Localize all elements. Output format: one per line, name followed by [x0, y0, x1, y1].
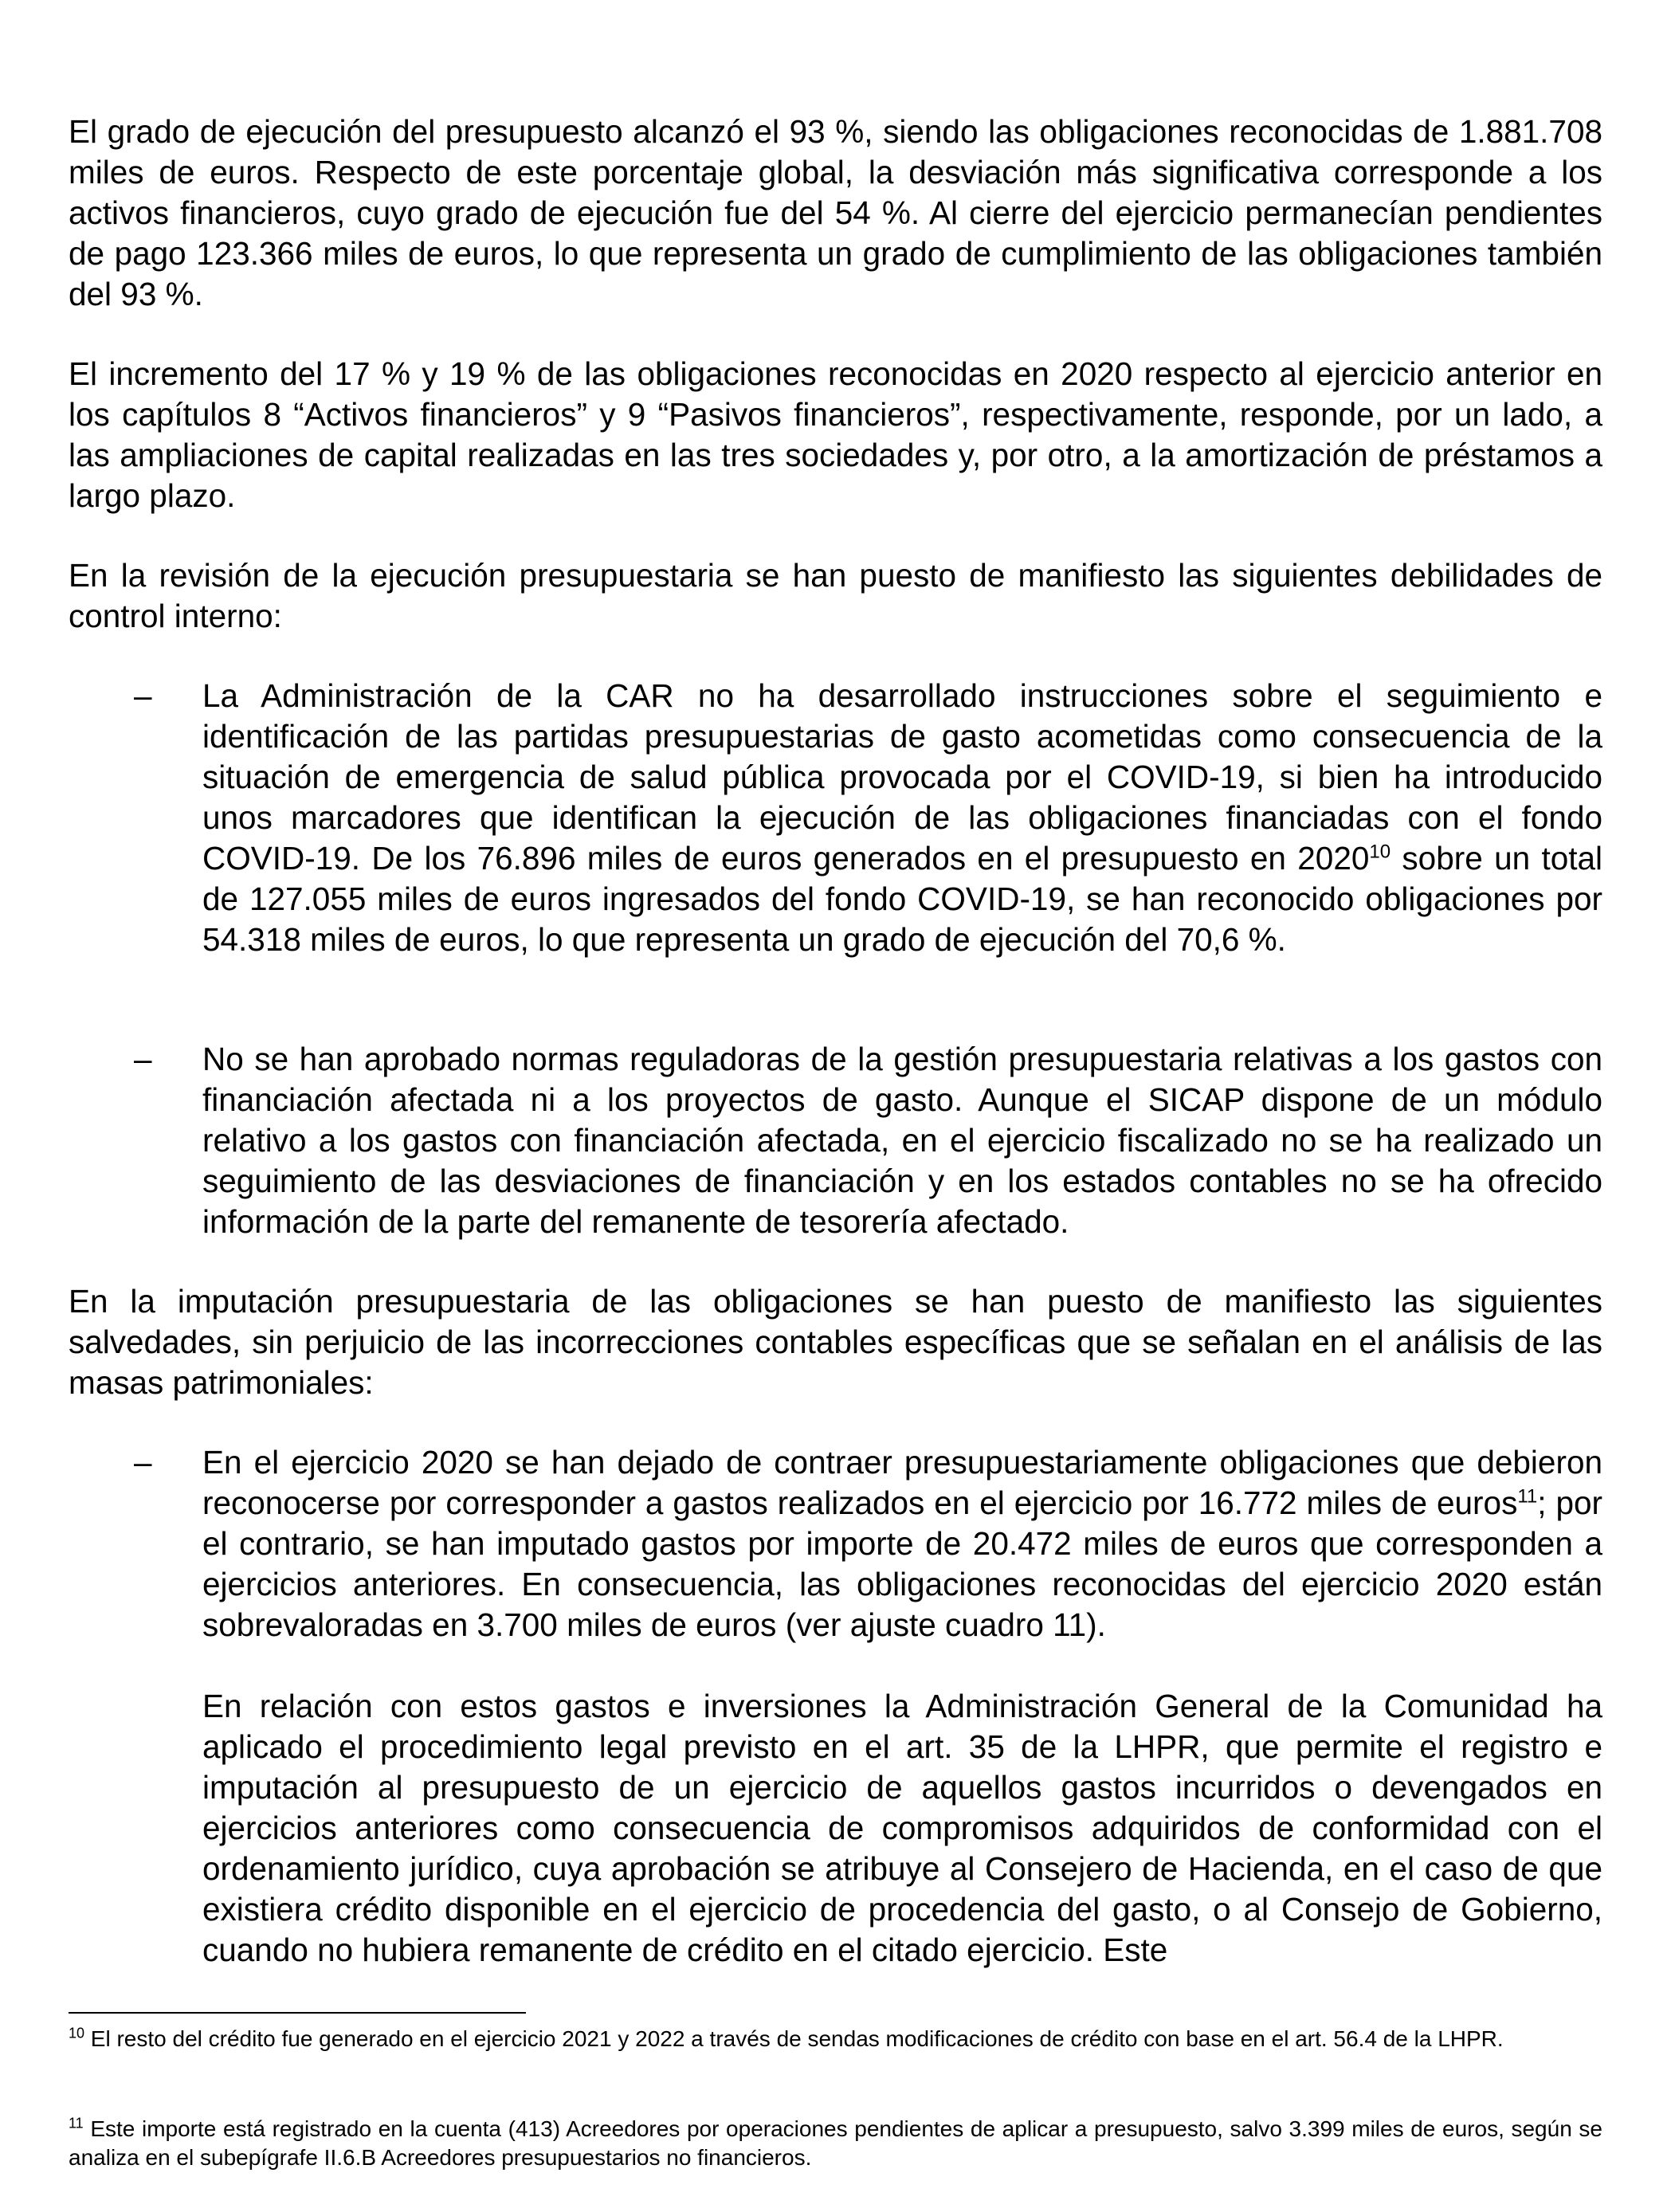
paragraph-execution-rate: El grado de ejecución del presupuesto alcanzó el 93 %, siendo las obligaciones reconocidas de 1.881.708 miles de euros. Respecto de este porcentaje global, la desviación más significativa corresponde a los activos financieros, cuyo grado de ejecución fue del 54 %. Al cierre del ejercicio permanecían pendientes de pago 123.366 miles de euros, lo que representa un grado de cumplimiento de las obligaciones también del 93 %.	[69, 113, 1602, 312]
paragraph-chapter-increase: El incremento del 17 % y 19 % de las obligaciones reconocidas en 2020 respecto al ejercicio anterior en los capítulos 8 “Activos financieros” y 9 “Pasivos financieros”, respectivamente, responde, por un lado, a las ampliaciones de capital realizadas en las tres sociedades y, por otro, a la amortización de préstamos a largo plazo.	[69, 355, 1602, 514]
bullet-covid-tracking: La Administración de la CAR no ha desarrollado instrucciones sobre el seguimiento e identificación de las partidas presupuestarias de gasto acometidas como consecuencia de la situación de emergencia de salud pública provocada por el COVID-19, si bien ha introducido unos marcadores que identifican la ejecución de las obligaciones financiadas con el fondo COVID-19. De los 76.896 miles de euros generados en el presupuesto en 2020$^{10}$ sobre un total de 127.055 miles de euros ingresados del fondo COVID-19, se han reconocido obligaciones por 54.318 miles de euros, lo que representa un grado de ejecución del 70,6 %.	[202, 677, 1603, 958]
footnote-ref-10: 10	[1369, 841, 1391, 863]
bullet-dash: –	[134, 677, 152, 714]
paragraph-imputation-qualifications: En la imputación presupuestaria de las obligaciones se han puesto de manifiesto las siguientes salvedades, sin perjuicio de las incorrecciones contables específicas que se señalan en el análisis de las masas patrimoniales:	[69, 1283, 1602, 1401]
bullet-dash: –	[134, 1041, 152, 1077]
bullet-dash: –	[134, 1444, 152, 1481]
footnote-10: $^{10}$ El resto del crédito fue generado en el ejercicio 2021 y 2022 a través de sendas modificaciones de crédito con base en el art. 56.4 de la LHPR.	[69, 2025, 1504, 2051]
bullet-continuation-lhpr: En relación con estos gastos e inversiones la Administración General de la Comunidad ha aplicado el procedimiento legal previsto en el art. 35 de la LHPR, que permite el registro e imputación al presupuesto de un ejercicio de aquellos gastos incurridos o devengados en ejercicios anteriores como consecuencia de compromisos adquiridos de conformidad con el ordenamiento jurídico, cuya aprobación se atribuye al Consejero de Hacienda, en el caso de que existiera crédito disponible en el ejercicio de procedencia del gasto, o al Consejo de Gobierno, cuando no hubiera remanente de crédito en el citado ejercicio. Este	[202, 1688, 1602, 1968]
paragraph-control-weaknesses: En la revisión de la ejecución presupuestaria se han puesto de manifiesto las siguientes debilidades de control interno:	[69, 557, 1602, 634]
bullet-affected-financing: No se han aprobado normas reguladoras de la gestión presupuestaria relativas a los gastos con financiación afectada ni a los proyectos de gasto. Aunque el SICAP dispone de un módulo relativo a los gastos con financiación afectada, en el ejercicio fiscalizado no se ha realizado un seguimiento de las desviaciones de financiación y en los estados contables no se ha ofrecido información de la parte del remanente de tesorería afectado.	[202, 1041, 1602, 1240]
footnote-11: $^{11}$ Este importe está registrado en la cuenta (413) Acreedores por operaciones pendientes de aplicar a presupuesto, salvo 3.399 miles de euros, según se analiza en el subepígrafe II.6.B Acreedores presupuestarios no financieros.	[69, 2115, 1602, 2170]
bullet-unrecorded-obligations: En el ejercicio 2020 se han dejado de contraer presupuestariamente obligaciones que debieron reconocerse por corresponder a gastos realizados en el ejercicio por 16.772 miles de euros$^{11}$; por el contrario, se han imputado gastos por importe de 20.472 miles de euros que corresponden a ejercicios anteriores. En consecuencia, las obligaciones reconocidas del ejercicio 2020 están sobrevaloradas en 3.700 miles de euros (ver ajuste cuadro 11).	[202, 1444, 1602, 1643]
footnote-ref-11: 11	[1517, 1485, 1538, 1508]
footnote-separator	[69, 2012, 526, 2014]
